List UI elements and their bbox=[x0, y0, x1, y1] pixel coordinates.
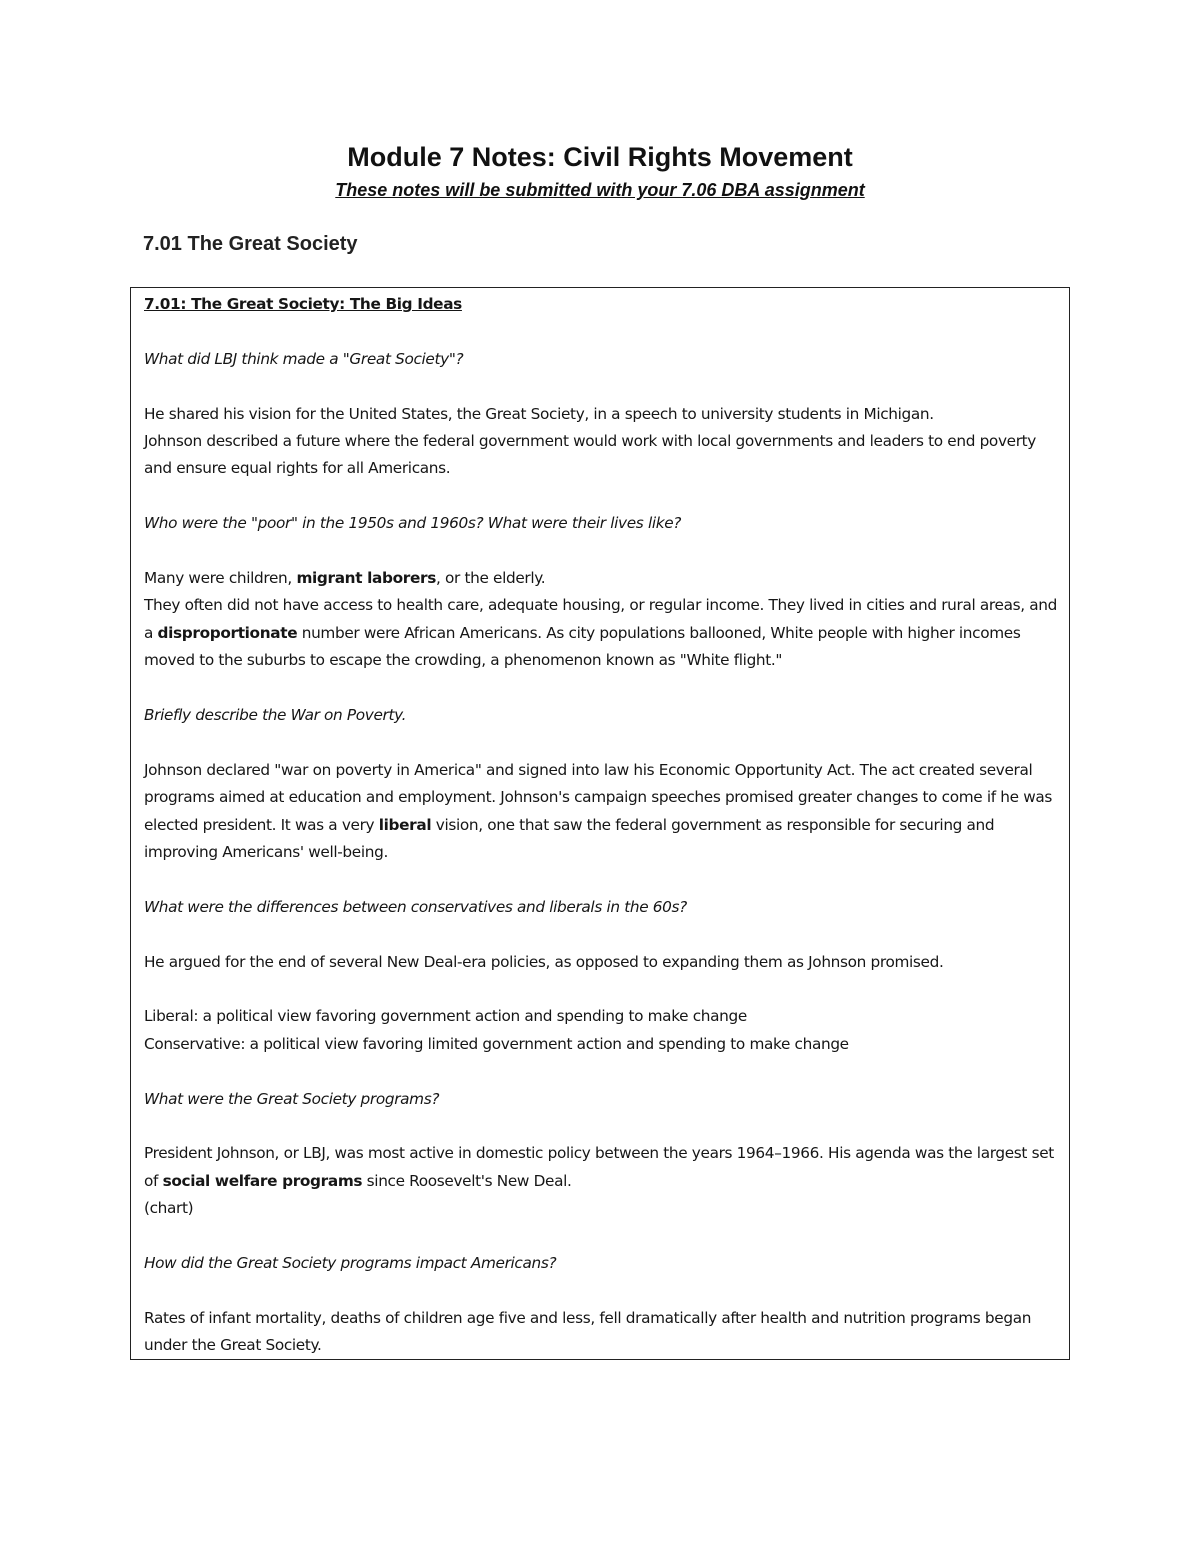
term-social-welfare-programs: social welfare programs bbox=[162, 1171, 363, 1190]
definition-liberal: Liberal: a political view favoring government action and spending to make change bbox=[144, 1007, 747, 1026]
answer-impact: Rates of infant mortality, deaths of children age five and less, fell dramatically after health and nutrition programs began under the Great Society. bbox=[144, 1308, 1032, 1355]
term-disproportionate: disproportionate bbox=[157, 623, 298, 642]
question-great-society: What did LBJ think made a "Great Society"? bbox=[144, 349, 464, 368]
answer-great-society-2: Johnson described a future where the federal government would work with local governments and leaders to end poverty and ensure equal rights for all Americans. bbox=[144, 432, 1036, 478]
question-conservatives-liberals: What were the differences between conservatives and liberals in the 60s? bbox=[144, 897, 687, 916]
document-title: Module 7 Notes: Civil Rights Movement bbox=[347, 142, 853, 172]
term-liberal: liberal bbox=[378, 815, 432, 834]
question-war-on-poverty: Briefly describe the War on Poverty. bbox=[144, 706, 407, 725]
section-heading: 7.01 The Great Society bbox=[143, 233, 358, 255]
definition-conservative: Conservative: a political view favoring limited government action and spending to make change bbox=[144, 1034, 849, 1053]
notes-heading: 7.01: The Great Society: The Big Ideas bbox=[144, 295, 462, 313]
question-poor: Who were the "poor" in the 1950s and 1960s? What were their lives like? bbox=[144, 514, 682, 533]
answer-war-on-poverty: Johnson declared "war on poverty in America" and signed into law his Economic Opportunity Act. The act created several programs aimed at education and employment. Johnson's campaign speeches promised greater changes to come if he was elected president. It was a very liberal vision, one that saw the federal government as responsible for securing and improving Americans' well-being. bbox=[144, 760, 1052, 862]
notes-table bbox=[130, 287, 1070, 1360]
answer-poor-1: Many were children, migrant laborers, or the elderly. bbox=[144, 569, 546, 587]
answer-programs: President Johnson, or LBJ, was most active in domestic policy between the years 1964–1966. His agenda was the largest set of social welfare programs since Roosevelt's New Deal. bbox=[144, 1144, 1054, 1190]
answer-great-society-1: He shared his vision for the United States, the Great Society, in a speech to university students in Michigan. bbox=[144, 404, 934, 423]
notes-content bbox=[144, 291, 1062, 1360]
answer-poor-2: They often did not have access to health care, adequate housing, or regular income. They lived in cities and rural areas, and a disproportionate number were African Americans. As city populations ballooned, White people with higher incomes moved to the suburbs to escape the crowding, a phenomenon known as "White flight." bbox=[144, 596, 1057, 670]
term-migrant-laborers: migrant laborers bbox=[296, 569, 436, 587]
answer-conservatives-liberals: He argued for the end of several New Deal-era policies, as opposed to expanding them as Johnson promised. bbox=[144, 952, 944, 971]
document-subtitle: These notes will be submitted with your 7.06 DBA assignment bbox=[335, 180, 865, 200]
question-impact: How did the Great Society programs impact Americans? bbox=[144, 1254, 557, 1273]
question-programs: What were the Great Society programs? bbox=[144, 1089, 440, 1108]
chart-note: (chart) bbox=[144, 1199, 194, 1218]
